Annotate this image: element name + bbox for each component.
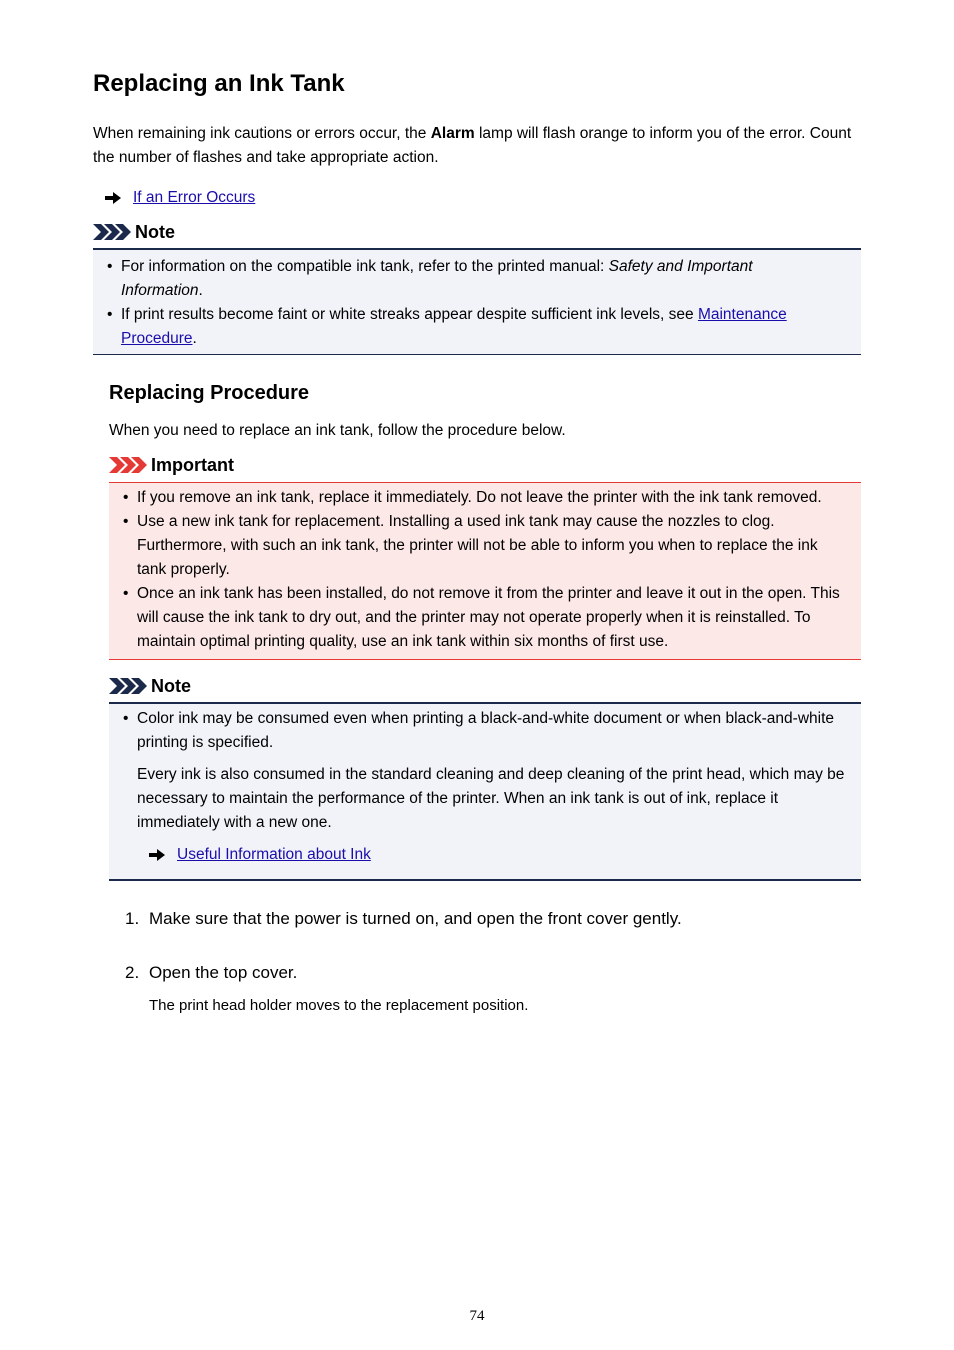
note1-item-1 [93,255,821,303]
step-number: 1. [125,909,140,928]
manual-title: Safety and Important Information [121,258,753,299]
important-label: Important [151,455,234,475]
useful-information-about-ink-link[interactable]: Useful Information about Ink [177,846,371,863]
useful-info-link-row [149,843,851,867]
procedure-intro: When you need to replace an ink tank, follow the procedure below. [109,422,566,439]
note1-box [93,248,861,355]
note2-item-1 [109,707,851,867]
note1-item-2 [93,303,821,351]
note1-item-1-text: For information on the compatible ink tank, refer to the printed manual: [121,258,609,275]
step-text: Make sure that the power is turned on, and open the front cover gently. [149,909,682,928]
procedure-steps [125,906,682,1018]
important-item: • If you remove an ink tank, replace it immediately. Do not leave the printer with the ink tank removed. [109,486,851,510]
alarm-lamp-label: Alarm [430,125,475,142]
section-heading: Replacing Procedure [109,382,310,404]
intro-text-start: When remaining ink cautions or errors occur, the [93,125,431,142]
note1-label: Note [135,222,175,242]
note1-item-2-text: If print results become faint or white streaks appear despite sufficient ink levels, see [121,306,698,323]
intro-text-end: lamp will flash orange to inform you of the error. Count the number of flashes and take appropriate action. [93,125,852,166]
error-link-row [105,186,255,210]
note2-box [109,702,861,881]
maintenance-procedure-link[interactable]: Maintenance Procedure [121,306,787,347]
step-2 [125,960,682,986]
step-1 [125,906,682,932]
important-box [109,482,861,660]
note1-heading [93,220,175,244]
note-chevrons-icon [109,678,147,694]
step-2-note: The print head holder moves to the replacement position. [149,997,529,1014]
important-chevrons-icon [109,457,147,473]
intro-paragraph [93,122,863,170]
note2-item-1-text: Color ink may be consumed even when printing a black-and-white document or when black-and-white printing is specified. [137,710,835,751]
note1-item-2-end: . [192,330,197,347]
important-item: • Use a new ink tank for replacement. Installing a used ink tank may cause the nozzles to clog. Furthermore, with such an ink tank, the printer will not be able to inform you when to replace the ink tank properly. [109,510,851,582]
note2-label: Note [151,676,191,696]
page-title: Replacing an Ink Tank [93,70,345,97]
step-text: Open the top cover. [149,963,298,982]
right-arrow-icon [105,192,121,204]
note2-item-1-paragraph: Every ink is also consumed in the standard cleaning and deep cleaning of the print head, which may be necessary to maintain the performance of the printer. When an ink tank is out of ink, replace it immediately with a new one. [137,766,845,831]
note2-heading [109,674,191,698]
page-number: 74 [469,1308,485,1324]
note-chevrons-icon [93,224,131,240]
important-heading [109,453,234,477]
step-number: 2. [125,963,140,982]
important-item: • Once an ink tank has been installed, do not remove it from the printer and leave it out in the open. This will cause the ink tank to dry out, and the printer may not operate properly when it is reinstalled. To maintain optimal printing quality, use an ink tank within six months of first use. [109,582,851,654]
if-an-error-occurs-link[interactable]: If an Error Occurs [133,189,256,206]
right-arrow-icon [149,849,165,861]
note1-item-1-end: . [198,282,203,299]
